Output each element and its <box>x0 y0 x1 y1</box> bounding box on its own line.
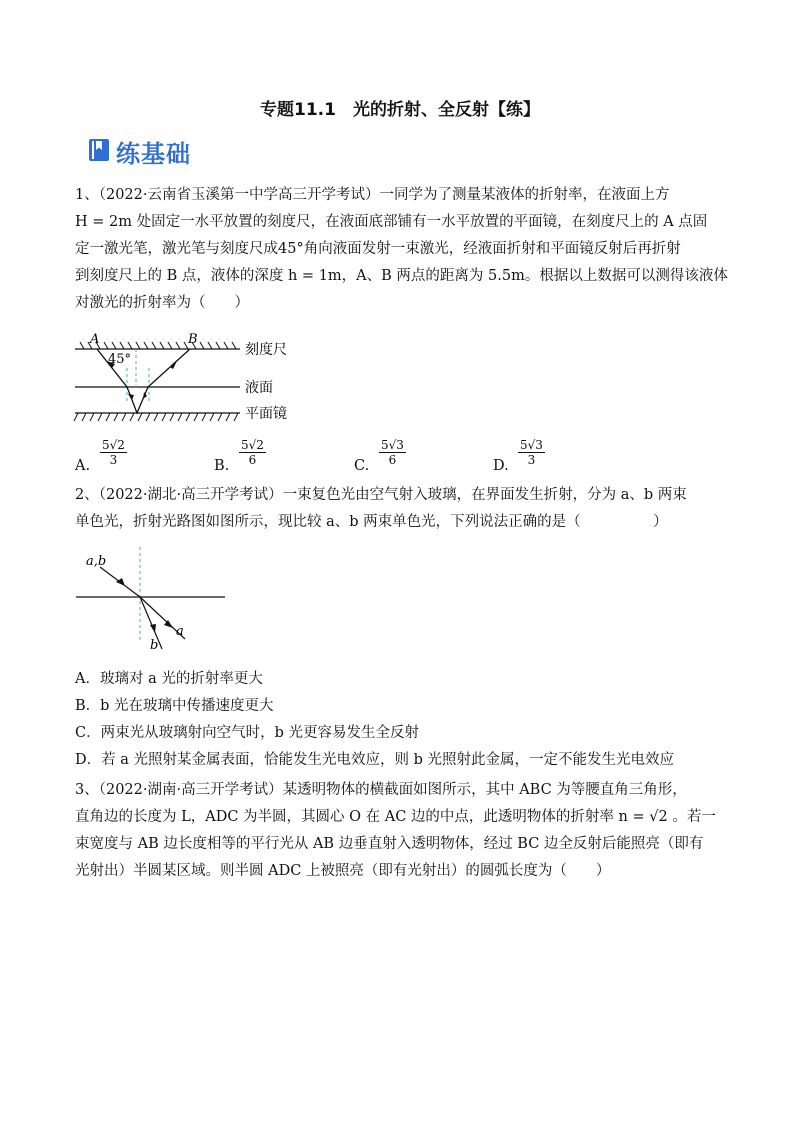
q1-label-b: B <box>188 332 198 347</box>
q1-line-1: 1、（2022·云南省玉溪第一中学高三开学考试）一同学为了测量某液体的折射率，在液面上方 <box>75 187 670 203</box>
q2-diagram <box>70 545 240 655</box>
q1-ruler-label: 刻度尺 <box>245 342 287 358</box>
section-label: 练基础 <box>116 140 191 168</box>
q2-option-b: B．b 光在玻璃中传播速度更大 <box>75 698 274 714</box>
q1-line-3: 定一激光笔，激光笔与刻度尺成45°角向液面发射一束激光，经液面折射和平面镜反射后再折射 <box>75 241 681 257</box>
q1-line-2: H = 2m 处固定一水平放置的刻度尺，在液面底部铺有一水平放置的平面镜，在刻度尺上的 A 点固 <box>75 214 708 230</box>
q2-line-2: 单色光，折射光路图如图所示，现比较 a、b 两束单色光，下列说法正确的是（ ） <box>75 514 668 530</box>
q1-option-d-value: $\frac{5√3}{3}$ <box>520 438 543 467</box>
q1-line-4: 到刻度尺上的 B 点，液体的深度 h = 1m，A、B 两点的距离为 5.5m。根据以上数据可以测得该液体 <box>75 268 728 284</box>
page-title: 专题11.1 光的折射、全反射【练】 <box>260 100 540 120</box>
q2-line-1: 2、（2022·湖北·高三开学考试）一束复色光由空气射入玻璃，在界面发生折射，分为 a、b 两束 <box>75 487 687 503</box>
q1-option-b-letter: B. <box>214 458 230 474</box>
q1-mirror-label: 平面镜 <box>245 406 287 422</box>
book-icon <box>88 138 110 166</box>
q1-option-c-letter: C. <box>354 458 370 474</box>
q1-label-a: A <box>90 332 100 347</box>
q1-angle-label: 45° <box>108 352 132 367</box>
q3-line-1: 3、（2022·湖南·高三开学考试）某透明物体的横截面如图所示，其中 ABC 为等腰直角三角形， <box>75 782 687 798</box>
q1-option-d-letter: D. <box>493 458 509 474</box>
q3-line-3: 束宽度与 AB 边长度相等的平行光从 AB 边垂直射入透明物体，经过 BC 边全反射后能照亮（即有 <box>75 836 704 852</box>
q1-line-5: 对激光的折射率为（ ） <box>75 295 249 311</box>
q1-option-b-value: $\frac{5√2}{6}$ <box>241 438 264 467</box>
q2-option-c: C．两束光从玻璃射向空气时，b 光更容易发生全反射 <box>75 725 419 741</box>
q1-option-c-value: $\frac{5√3}{6}$ <box>381 438 404 467</box>
q1-diagram <box>70 328 310 428</box>
q2-option-a: A．玻璃对 a 光的折射率更大 <box>75 671 263 687</box>
q3-line-4: 光射出）半圆某区域。则半圆 ADC 上被照亮（即有光射出）的圆弧长度为（ ） <box>75 863 611 879</box>
q3-text <box>75 777 735 885</box>
section-header <box>88 134 191 169</box>
q2-label-a: a <box>176 624 184 639</box>
q1-option-a-letter: A. <box>75 458 91 474</box>
q2-options <box>75 666 735 774</box>
q2-text <box>75 482 735 536</box>
q1-option-a-value: $\frac{5√2}{3}$ <box>102 438 125 467</box>
q2-label-b: b <box>150 638 159 653</box>
q2-label-ab: a,b <box>86 554 107 569</box>
q1-liquid-label: 液面 <box>245 380 273 396</box>
q3-line-2: 直角边的长度为 L，ADC 为半圆，其圆心 O 在 AC 边的中点，此透明物体的折射率 n = √2 。若一 <box>75 809 716 825</box>
q2-option-d: D．若 a 光照射某金属表面，恰能发生光电效应，则 b 光照射此金属，一定不能发生光电效应 <box>75 752 674 768</box>
q1-text <box>75 182 735 317</box>
